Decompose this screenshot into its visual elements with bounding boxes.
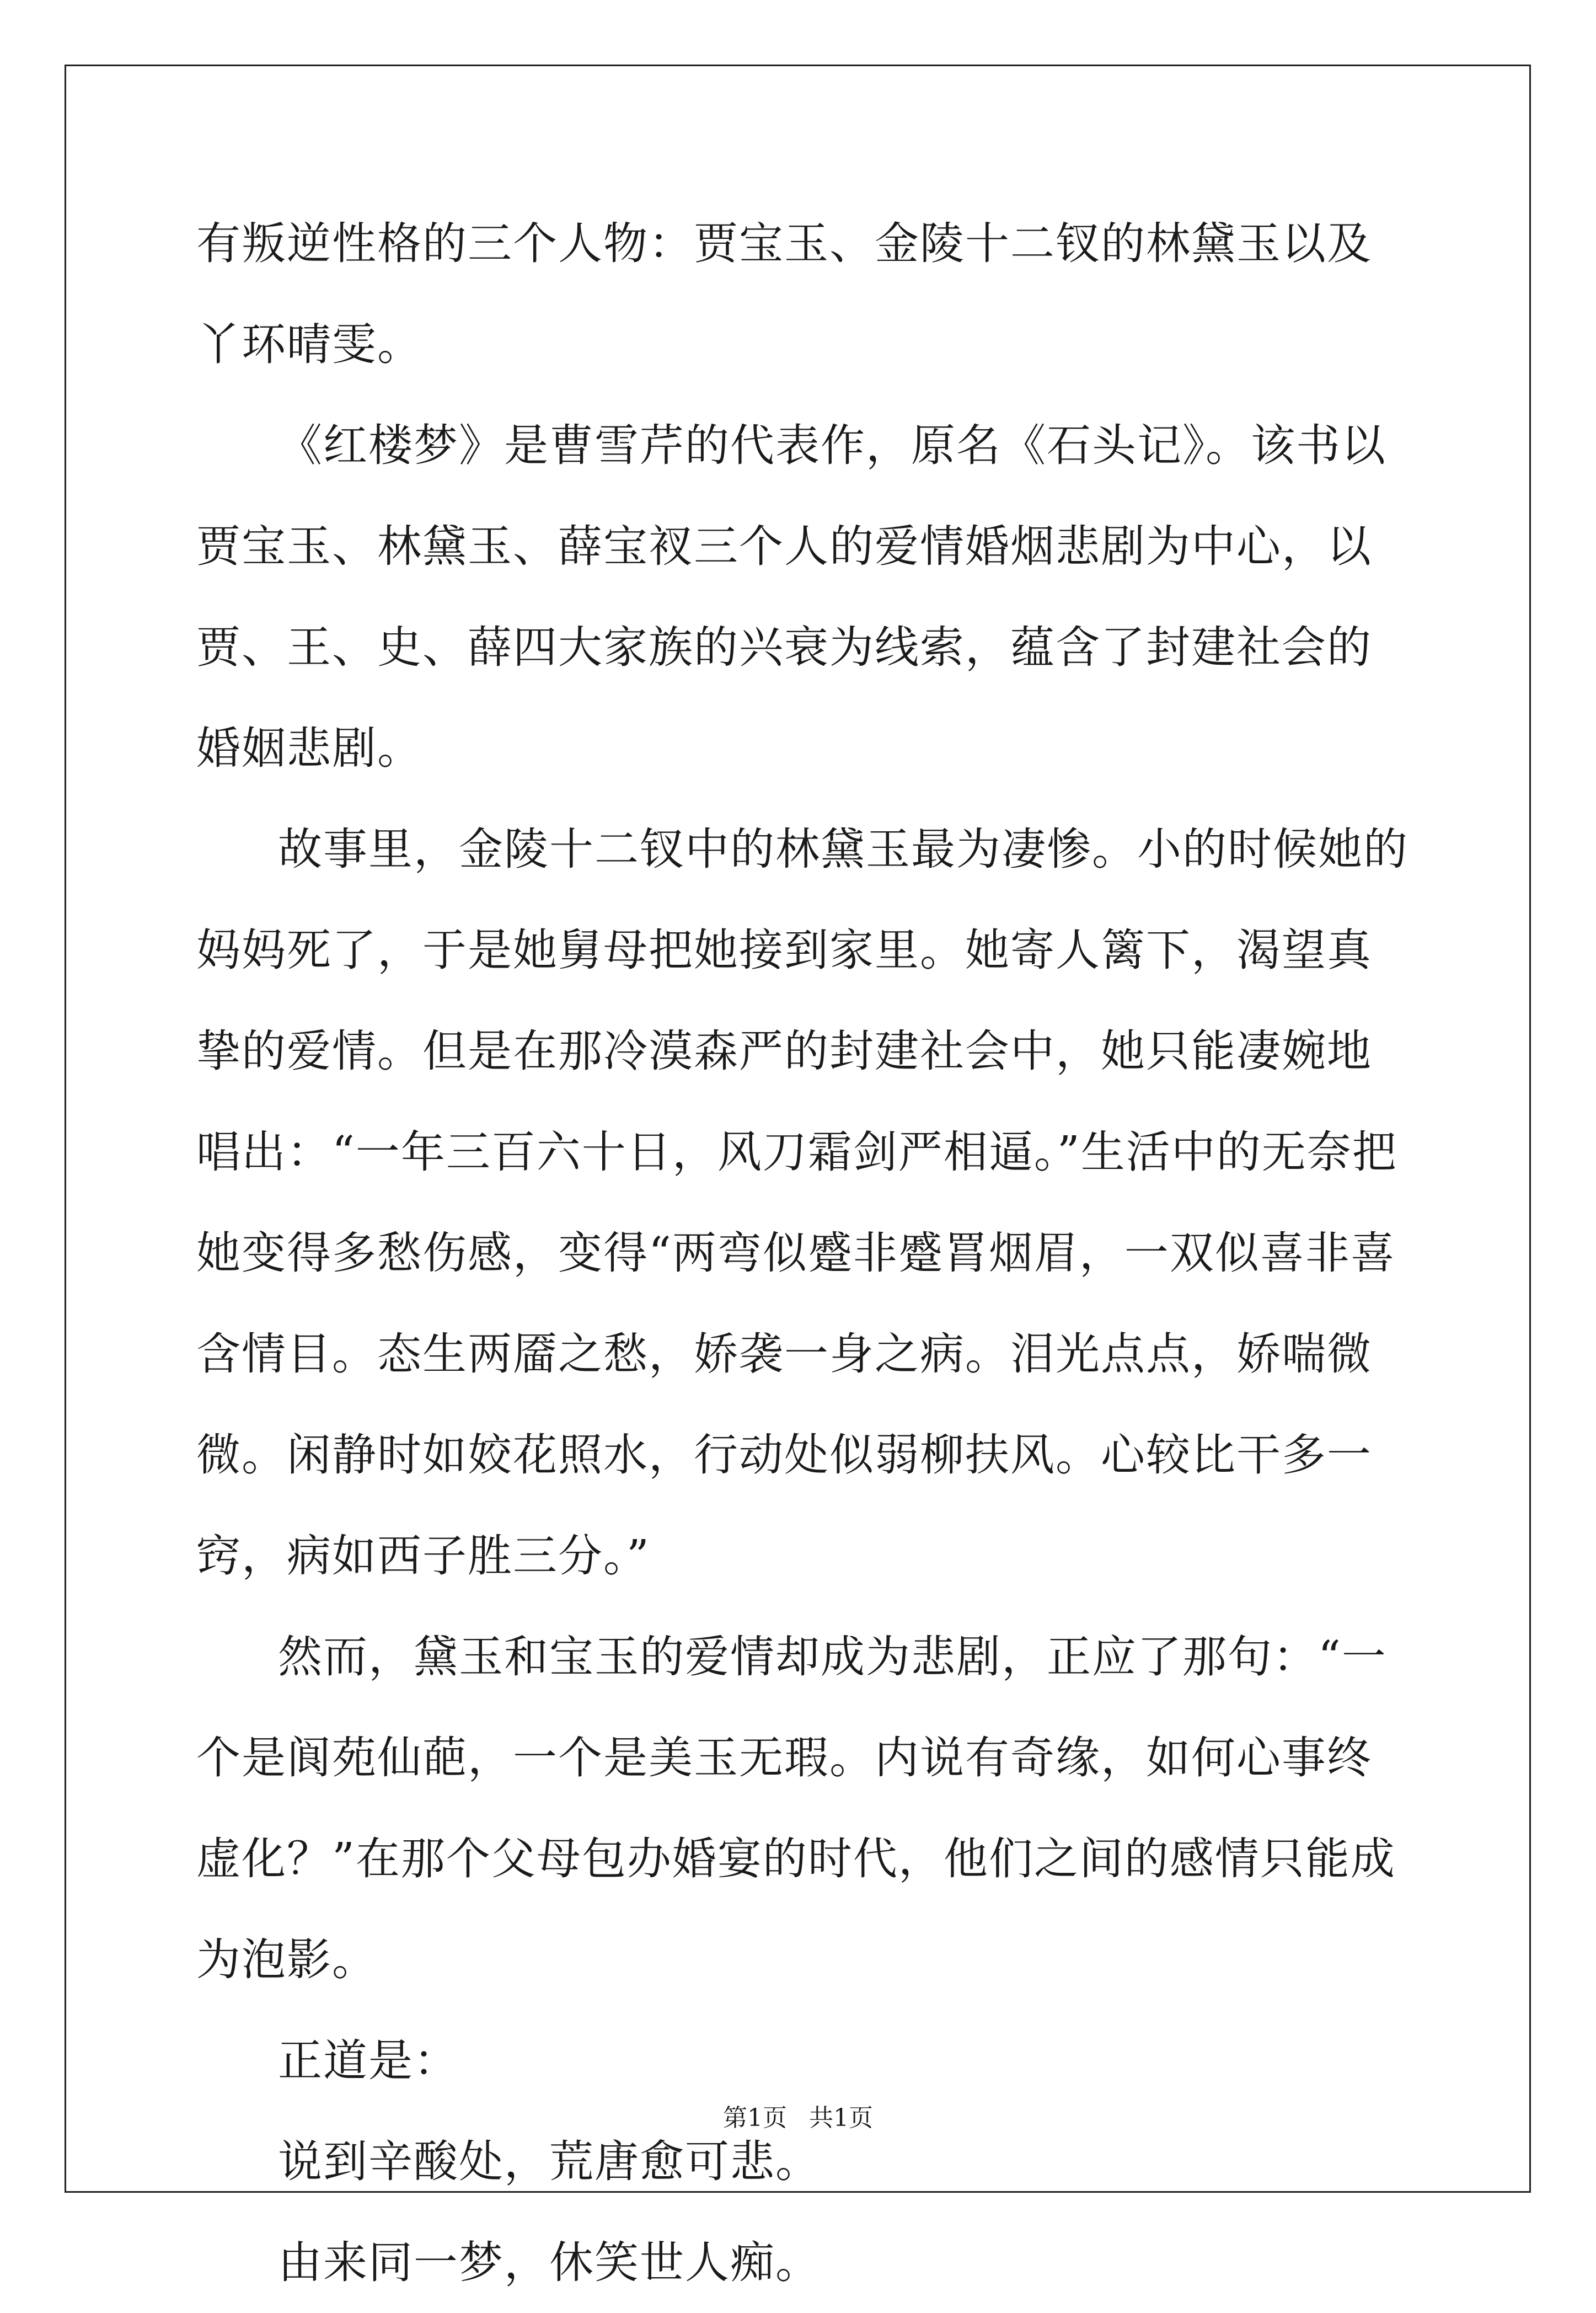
paragraph-3: 故事里，金陵十二钗中的林黛玉最为凄惨。小的时候她的妈妈死了，于是她舅母把她接到家里。她寄人篱下，渴望真挚的爱情。但是在那冷漠森严的封建社会中，她只能凄婉地唱出：“一年三百六十日，风刀霜剑严相逼。”生活中的无奈把她变得多愁伤感，变得“两弯似蹙非蹙罥烟眉，一双似喜非喜含情目。态生两靥之愁，娇袭一身之病。泪光点点，娇喘微微。闲静时如姣花照水，行动处似弱柳扶风。心较比干多一窍，病如西子胜三分。” [196, 824, 1408, 1582]
paragraph-1: 有叛逆性格的三个人物：贾宝玉、金陵十二钗的林黛玉以及丫环晴雯。 [196, 218, 1372, 370]
page-number-total: 共1页 [809, 2104, 873, 2132]
paragraph-2: 《红楼梦》是曹雪芹的代表作，原名《石头记》。该书以贾宝玉、林黛玉、薛宝衩三个人的爱情婚烟悲剧为中心，以贾、王、史、薛四大家族的兴衰为线索，蕴含了封建社会的婚姻悲剧。 [196, 420, 1386, 774]
document-body [196, 193, 1410, 2313]
poem-line-2: 由来同一梦，休笑世人痴。 [278, 2237, 821, 2288]
page-number-current: 第1页 [723, 2104, 787, 2132]
paragraph-4: 然而，黛玉和宝玉的爱情却成为悲剧，正应了那句：“一个是阆苑仙葩，一个是美玉无瑕。内说有奇缘，如何心事终虚化？”在那个父母包办婚宴的时代，他们之间的感情只能成为泡影。 [196, 1631, 1396, 1985]
page-footer [0, 2102, 1596, 2135]
poem-line-1: 说到辛酸处，荒唐愈可悲。 [278, 2136, 821, 2187]
paragraph-5: 正道是： [278, 2035, 459, 2086]
